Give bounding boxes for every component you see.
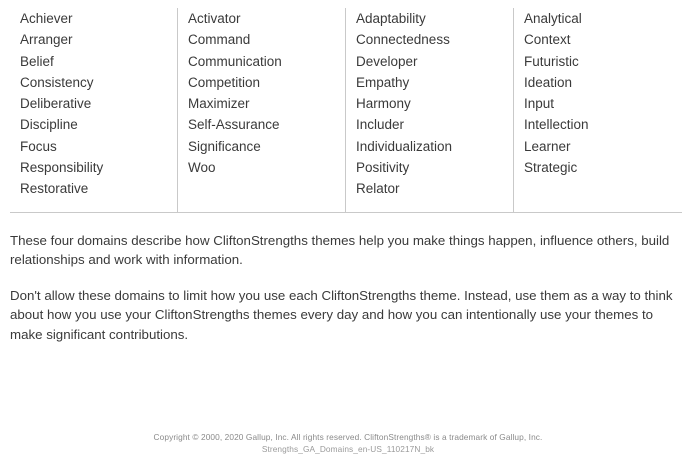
- theme-item: Arranger: [20, 32, 73, 48]
- theme-item: Harmony: [356, 96, 411, 112]
- page-footer: [0, 431, 696, 455]
- theme-item: Command: [188, 32, 251, 48]
- theme-item: Developer: [356, 53, 418, 69]
- theme-item: Futuristic: [524, 53, 579, 69]
- theme-item: Restorative: [20, 181, 89, 197]
- theme-item: Adaptability: [356, 11, 426, 26]
- paragraph-domains-description: These four domains describe how CliftonStrengths themes help you make things happen, influence others, build relationships and work with information.: [10, 232, 670, 268]
- theme-item: Connectedness: [356, 32, 450, 48]
- theme-item: Intellection: [524, 117, 589, 133]
- theme-item: Achiever: [20, 11, 73, 26]
- theme-item: Woo: [188, 160, 216, 176]
- theme-item: Discipline: [20, 117, 78, 133]
- theme-item: Deliberative: [20, 96, 92, 112]
- theme-item: Individualization: [356, 138, 453, 154]
- theme-item: Self-Assurance: [188, 117, 280, 133]
- theme-item: Communication: [188, 53, 282, 69]
- theme-item: Input: [524, 96, 555, 112]
- theme-item: Belief: [20, 53, 54, 69]
- theme-item: Analytical: [524, 11, 582, 26]
- theme-item: Relator: [356, 181, 400, 197]
- theme-item: Focus: [20, 138, 57, 154]
- copyright-notice: Copyright © 2000, 2020 Gallup, Inc. All rights reserved. CliftonStrengths® is a trademark of Gallup, Inc.: [153, 432, 543, 442]
- theme-item: Responsibility: [20, 160, 104, 176]
- domain-column-executing: [10, 8, 178, 212]
- paragraph-domains-guidance: Don't allow these domains to limit how you use each CliftonStrengths theme. Instead, use them as a way to think about how you use your CliftonStrengths themes every day and how you can intentionally use your themes to make significant contributions.: [10, 287, 673, 342]
- domain-column-relationship-building: [346, 8, 514, 212]
- theme-item: Empathy: [356, 74, 410, 90]
- document-id: Strengths_GA_Domains_en-US_110217N_bk: [261, 444, 435, 454]
- theme-item: Positivity: [356, 160, 410, 176]
- theme-item: Competition: [188, 74, 261, 90]
- theme-item: Maximizer: [188, 96, 250, 112]
- theme-item: Ideation: [524, 74, 573, 90]
- theme-item: Learner: [524, 138, 571, 154]
- theme-item: Includer: [356, 117, 405, 133]
- theme-item: Significance: [188, 138, 261, 154]
- body-text: [10, 213, 678, 345]
- domain-column-strategic-thinking: [514, 8, 682, 212]
- theme-item: Strategic: [524, 160, 578, 176]
- domains-table: [10, 0, 692, 212]
- domain-column-influencing: [178, 8, 346, 212]
- theme-item: Activator: [188, 11, 241, 26]
- theme-item: Consistency: [20, 74, 94, 90]
- theme-item: Context: [524, 32, 571, 48]
